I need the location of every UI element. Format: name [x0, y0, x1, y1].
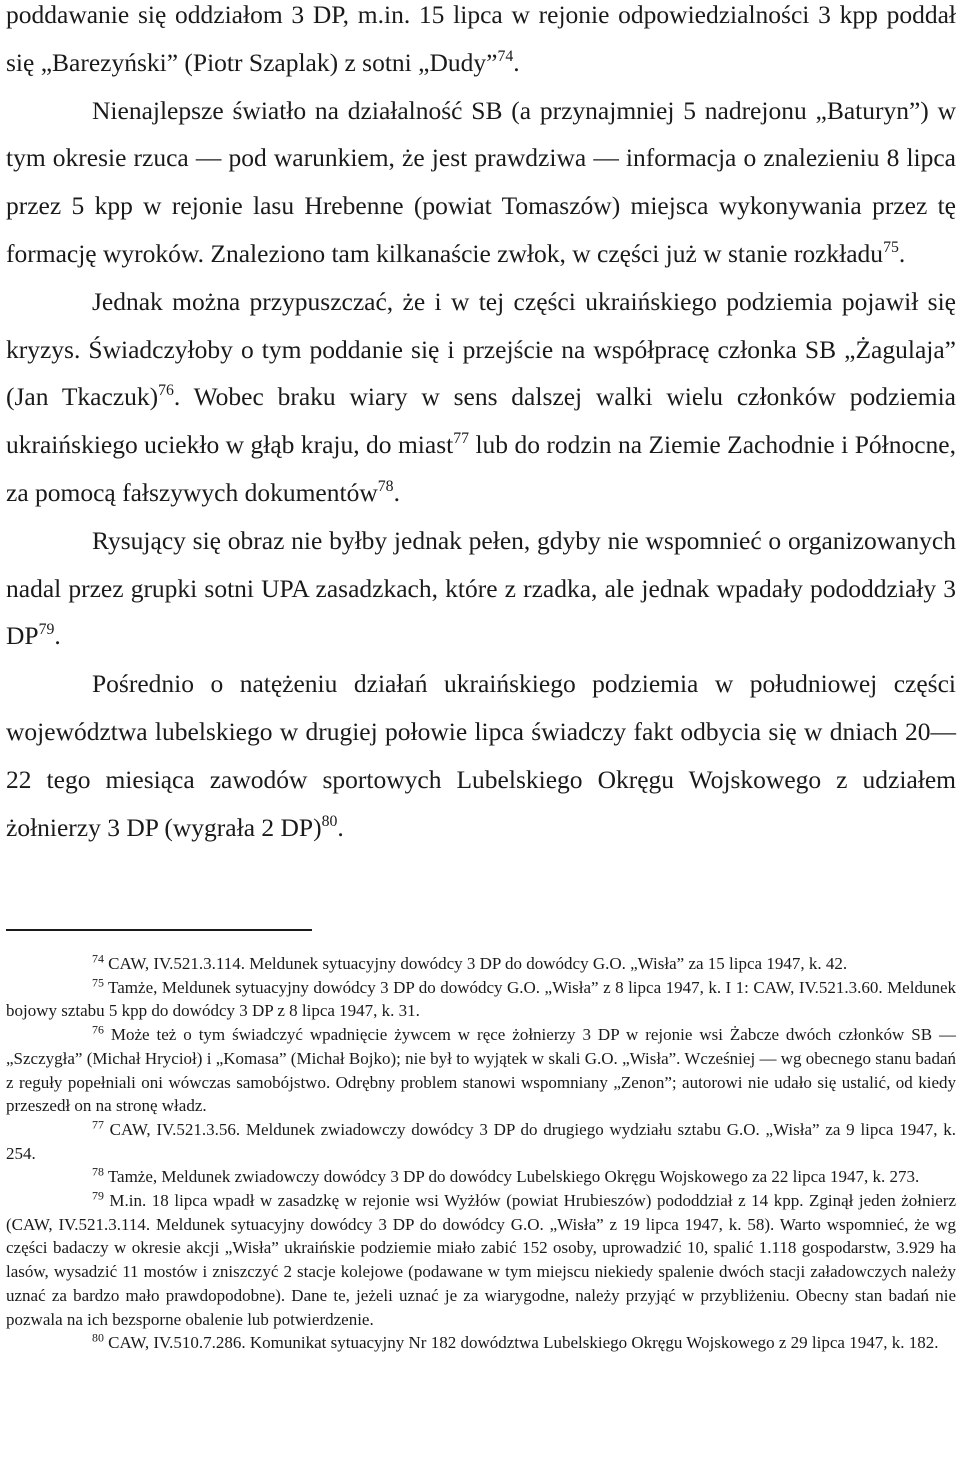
footnote-separator: [6, 929, 312, 931]
footnote-6: [6, 1189, 956, 1331]
paragraph-text: .: [54, 621, 61, 651]
footnote-marker: 76: [92, 1022, 104, 1037]
footnote-marker: 77: [453, 430, 470, 448]
footnote-marker: 75: [883, 239, 899, 257]
footnote-marker: 78: [92, 1164, 104, 1179]
paragraph-text: lub do rodzin na Ziemie Zachodnie i Północne, za pomocą fałszywych dokumentów: [6, 430, 956, 507]
footnote-2: [6, 976, 956, 1023]
footnote-text: CAW, IV.521.3.56. Meldunek zwiadowczy dowódcy 3 DP do drugiego wydziału sztabu G.O. „Wisła” za 9 lipca 1947, k. 254.: [6, 1119, 956, 1163]
footnote-4: [6, 1118, 956, 1165]
footnote-text: CAW, IV.510.7.286. Komunikat sytuacyjny Nr 182 dowództwa Lubelskiego Okręgu Wojskowego z 29 lipca 1947, k. 182.: [103, 1333, 939, 1353]
paragraph-text: Nienajlepsze światło na działalność SB (a przynajmniej 5 nadrejonu „Baturyn”) w tym okresie rzuca — pod warunkiem, że jest prawdziwa — informacja o znalezieniu 8 lipca przez 5 kpp w rejonie lasu Hrebenne (powiat Tomaszów) miejsca wykonywania przez tę formację wyroków. Znaleziono tam kilkanaście zwłok, w części już w stanie rozkładu: [6, 95, 956, 268]
footnote-7: [6, 1331, 956, 1355]
footnote-marker: 79: [38, 621, 55, 639]
paragraph-text: Rysujący się obraz nie byłby jednak pełen, gdyby nie wspomnieć o organizowanych nadal przez grupki sotni UPA zasadzkach, które z rzadka, ale jednak wpadały pododdziały 3 DP: [6, 525, 956, 651]
paragraph-text: Jednak można przypuszczać, że i w tej części ukraińskiego podziemia pojawił się kryzys. Świadczyłoby o tym poddanie się i przejście na współpracę członka SB „Żagulaja” (Jan Tkaczuk): [6, 286, 956, 412]
paragraph-3: [6, 278, 956, 517]
footnote-3: [6, 1023, 956, 1118]
footnote-marker: 80: [92, 1330, 104, 1345]
footnote-marker: 76: [158, 382, 174, 400]
main-text: [6, 0, 956, 851]
paragraph-5: [6, 660, 956, 851]
paragraph-2: [6, 87, 956, 278]
paragraph-text: .: [513, 47, 520, 77]
paragraph-1: [6, 0, 956, 87]
paragraph-text: Pośrednio o natężeniu działań ukraińskiego podziemia w południowej części województwa lubelskiego w drugiej połowie lipca świadczy fakt odbycia się w dniach 20—22 tego miesiąca zawodów sportowych Lubelskiego Okręgu Wojskowego z udziałem żołnierzy 3 DP (wygrała 2 DP): [6, 669, 956, 842]
footnote-marker: 79: [92, 1188, 104, 1203]
footnote-text: Może też o tym świadczyć wpadnięcie żywcem w ręce żołnierzy 3 DP w rejonie wsi Żabcze dwóch członków SB — „Szczygła” (Michał Hrycioł) i „Komasa” (Michał Bojko); nie był to wyjątek w skali G.O. „Wisła”. Wcześniej — wg obecnego stanu badań z reguły popełniali oni wówczas samobójstwo. Odrębny problem stanowi wspomniany „Zenon”; autorowi nie udało się ustalić, od kiedy przeszedł on na stronę władz.: [6, 1025, 956, 1116]
paragraph-text: .: [393, 477, 400, 507]
paragraph-4: [6, 517, 956, 660]
footnote-text: CAW, IV.521.3.114. Meldunek sytuacyjny dowódcy 3 DP do dowódcy G.O. „Wisła” za 15 lipca 1947, k. 42.: [103, 954, 848, 973]
paragraph-text: .: [898, 238, 906, 268]
document-page: [6, 0, 956, 1353]
footnote-marker: 77: [92, 1117, 104, 1132]
footnote-text: Tamże, Meldunek sytuacyjny dowódcy 3 DP do dowódcy G.O. „Wisła” z 8 lipca 1947, k. I 1: CAW, IV.521.3.60. Meldunek bojowy sztabu 5 kpp do dowódcy 3 DP z 8 lipca 1947, k. 31.: [6, 977, 956, 1021]
footnote-marker: 80: [321, 812, 338, 830]
footnote-marker: 74: [497, 48, 514, 65]
footnote-text: M.in. 18 lipca wpadł w zasadzkę w rejonie wsi Wyżłów (powiat Hrubieszów) pododdział z 14 kpp. Zginął jeden żołnierz (CAW, IV.521.3.114. Meldunek sytuacyjny dowódcy 3 DP do dowódcy G.O. „Wisła” z 19 lipca 1947, k. 58). Warto wspomnieć, że wg części badaczy w okresie akcji „Wisła” ukraińskie podziemie miało zabić 152 osoby, uprowadzić 10, spalić 1.118 gospodarstw, 3.929 ha lasów, wysadzić 11 mostów i zniszczyć 2 stacje kolejowe (podawane w tym miejscu niekiedy spalenie dwóch stacji załadowczych należy uznać za bardzo mało prawdopodobne). Dane te, jeżeli uznać je za wiarygodne, należy przyjąć w przybliżeniu. Obecny stan badań nie pozwala na ich bezsporne obalenie lub potwierdzenie.: [6, 1191, 956, 1329]
paragraph-text: . Wobec braku wiary w sens dalszej walki wielu członków podziemia ukraińskiego uciekło w głąb kraju, do miast: [6, 382, 956, 460]
footnote-marker: 74: [92, 951, 104, 966]
footnote-marker: 78: [377, 478, 394, 496]
paragraph-text: .: [337, 812, 344, 842]
footnote-5: [6, 1165, 956, 1189]
footnote-text: Tamże, Meldunek zwiadowczy dowódcy 3 DP do dowódcy Lubelskiego Okręgu Wojskowego za 22 lipca 1947, k. 273.: [103, 1167, 920, 1187]
paragraph-text: poddawanie się oddziałom 3 DP, m.in. 15 lipca w rejonie odpowiedzialności 3 kpp poddał się „Barezyński” (Piotr Szaplak) z sotni „Dudy”: [6, 0, 956, 77]
footnote-1: [6, 952, 956, 976]
footnote-marker: 75: [92, 975, 104, 990]
footnotes: [6, 952, 956, 1355]
